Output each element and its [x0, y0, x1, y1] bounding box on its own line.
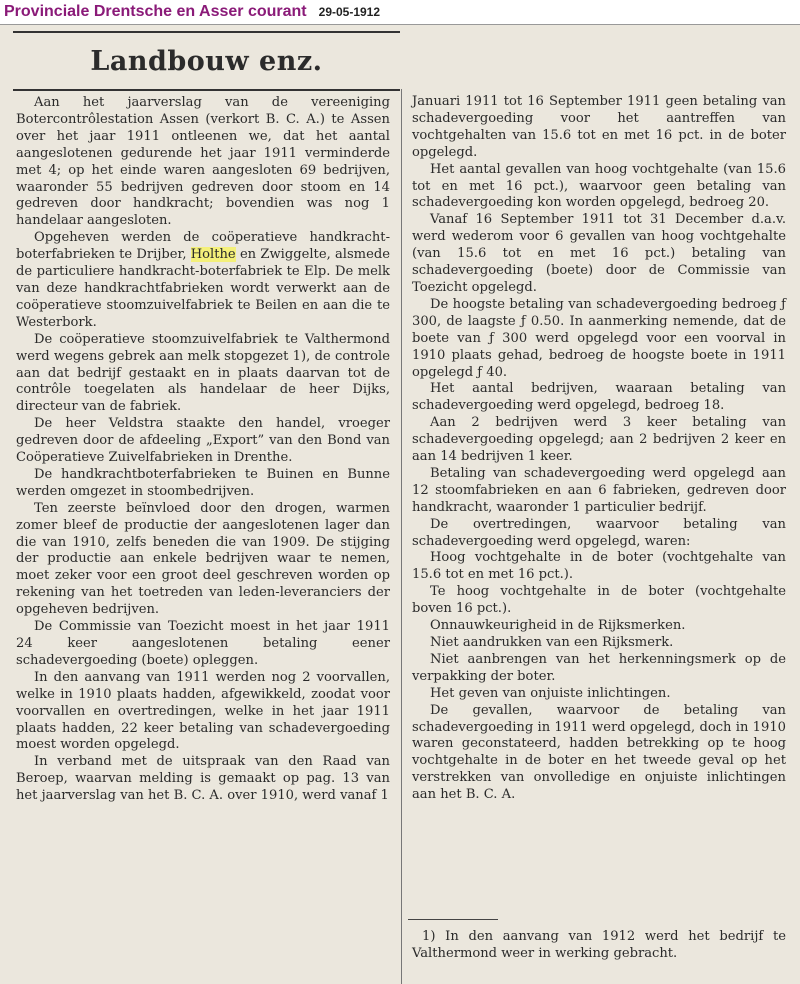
- footnote-rule: [408, 919, 498, 920]
- paragraph: Aan 2 bedrijven werd 3 keer betaling van schadevergoeding opgelegd; aan 2 bedrijven 2 keer en aan 14 bedrijven 1 keer.: [412, 415, 786, 465]
- publication-date: 29-05-1912: [318, 5, 381, 19]
- list-item: Te hoog vochtgehalte in de boter (vochtgehalte boven 16 pct.).: [412, 584, 786, 617]
- column-divider: [401, 89, 402, 984]
- highlighted-term: Holthe: [190, 247, 236, 263]
- newspaper-clipping: [0, 24, 800, 984]
- paragraph: De heer Veldstra staakte den handel, vroeger gedreven door de afdeeling „Export” van den Bond van Coöperatieve Zuivelfabrieken in Drenthe.: [16, 416, 390, 466]
- title-box: [13, 31, 400, 91]
- paragraph: De overtredingen, waarvoor betaling van schadevergoeding werd opgelegd, waren:: [412, 516, 786, 549]
- footnote-text: 1) In den aanvang van 1912 werd het bedrijf te Valthermond weer in werking gebracht.: [412, 929, 786, 961]
- list-item: Niet aandrukken van een Rijksmerk.: [430, 635, 674, 650]
- list-item: Niet aanbrengen van het herkenningsmerk op de verpakking der boter.: [412, 651, 786, 684]
- paragraph: Januari 1911 tot 16 September 1911 geen betaling van schadevergoeding voor het aantreffen van vochtgehalten van 15.6 tot en met 16 pct. in de boter opgelegd.: [412, 94, 786, 160]
- footnote: [412, 929, 786, 963]
- paragraph: De gevallen, waarvoor de betaling van schadevergoeding in 1911 werd opgelegd, doch in 1910 waren geconstateerd, hadden betrekking op te hoog vochtgehalte in de boter en het tweede geval op het verstrekken van onvolledige en onjuiste inlichtingen aan het B. C. A.: [412, 702, 786, 803]
- paragraph-with-highlight: [16, 230, 390, 331]
- page-header: [0, 0, 800, 24]
- newspaper-name: Provinciale Drentsche en Asser courant: [4, 3, 307, 20]
- list-item: Hoog vochtgehalte in de boter (vochtgehalte van 15.6 tot en met 16 pct.).: [412, 550, 786, 583]
- paragraph: Betaling van schadevergoeding werd opgelegd aan 12 stoomfabrieken en aan 6 fabrieken, gedreven door handkracht, waaronder 1 particulier bedrijf.: [412, 465, 786, 515]
- paragraph: Het aantal bedrijven, waaraan betaling van schadevergoeding werd opgelegd, bedroeg 18.: [412, 381, 786, 414]
- right-column: [412, 94, 786, 804]
- paragraph: Ten zeerste beïnvloed door den drogen, warmen zomer bleef de productie der aangeslotenen lager dan die van 1910, zelfs beneden die van 1909. De stijging der productie aan enkele bedrijven waar te nemen, moet zeker voor een groot deel geschreven worden op rekening van het toetreden van leden-leveranciers der opgeheven bedrijven.: [16, 500, 390, 618]
- article-title: Landbouw enz.: [90, 45, 323, 77]
- list-item: Het geven van onjuiste inlichtingen.: [430, 685, 671, 701]
- paragraph-text: en Zwiggelte, alsmede de particuliere handkracht-boterfabriek te Elp. De melk van deze handkrachtfabrieken wordt verwerkt aan de coöperatieve stoomzuivelfabriek te Beilen en aan die te Westerbork.: [16, 247, 390, 330]
- paragraph: In verband met de uitspraak van den Raad van Beroep, waarvan melding is gemaakt op pag. 13 van het jaarverslag van het B. C. A. over 1910, werd vanaf 1: [16, 754, 390, 804]
- paragraph: De coöperatieve stoomzuivelfabriek te Valthermond werd wegens gebrek aan melk stopgezet 1), de controle aan dat bedrijf gestaakt en in plaats daarvan tot de contrôle toegelaten als handelaar de heer Dijks, directeur van de fabriek.: [16, 331, 390, 415]
- left-column: [16, 95, 390, 805]
- paragraph: In den aanvang van 1911 werden nog 2 voorvallen, welke in 1910 plaats hadden, afgewikkeld, zoodat voor voorvallen en overtredingen, welke in het jaar 1911 plaats hadden, 22 keer betaling van schadevergoeding moest worden opgelegd.: [16, 669, 390, 753]
- paragraph: Aan het jaarverslag van de vereeniging Botercontrôlestation Assen (verkort B. C. A.) te Assen over het jaar 1911 ontleenen we, dat het aantal aangeslotenen gedurende het jaar 1911 verminderde met 4; op het einde waren aangesloten 69 bedrijven, waaronder 55 bedrijven gedreven door stoom en 14 gedreven door handkracht; bovendien was nog 1 handelaar aangesloten.: [16, 95, 390, 229]
- list-item: Onnauwkeurigheid in de Rijksmerken.: [430, 618, 686, 634]
- paragraph: De Commissie van Toezicht moest in het jaar 1911 24 keer aangeslotenen betaling eener schadevergoeding (boete) opleggen.: [16, 619, 390, 668]
- paragraph: De handkrachtboterfabrieken te Buinen en Bunne werden omgezet in stoombedrijven.: [16, 466, 390, 499]
- paragraph: Het aantal gevallen van hoog vochtgehalte (van 15.6 tot en met 16 pct.), waarvoor geen betaling van schadevergoeding kon worden opgelegd, bedroeg 20.: [412, 161, 786, 211]
- paragraph: De hoogste betaling van schadevergoeding bedroeg ƒ 300, de laagste ƒ 0.50. In aanmerking nemende, dat de boete van ƒ 300 werd opgelegd voor een voorval in 1910 plaats gehad, bedroeg de hoogste boete in 1911 opgelegd ƒ 40.: [412, 296, 786, 380]
- paragraph: Vanaf 16 September 1911 tot 31 December d.a.v. werd wederom voor 6 gevallen van hoog vochtgehalte (van 15.6 tot en met 16 pct.) betaling van schadevergoeding (boete) door de Commissie van Toezicht opgelegd.: [412, 212, 786, 295]
- paragraph-text: Opgeheven werden de coöperatieve handkracht-boterfabrieken te Drijber,: [16, 230, 390, 263]
